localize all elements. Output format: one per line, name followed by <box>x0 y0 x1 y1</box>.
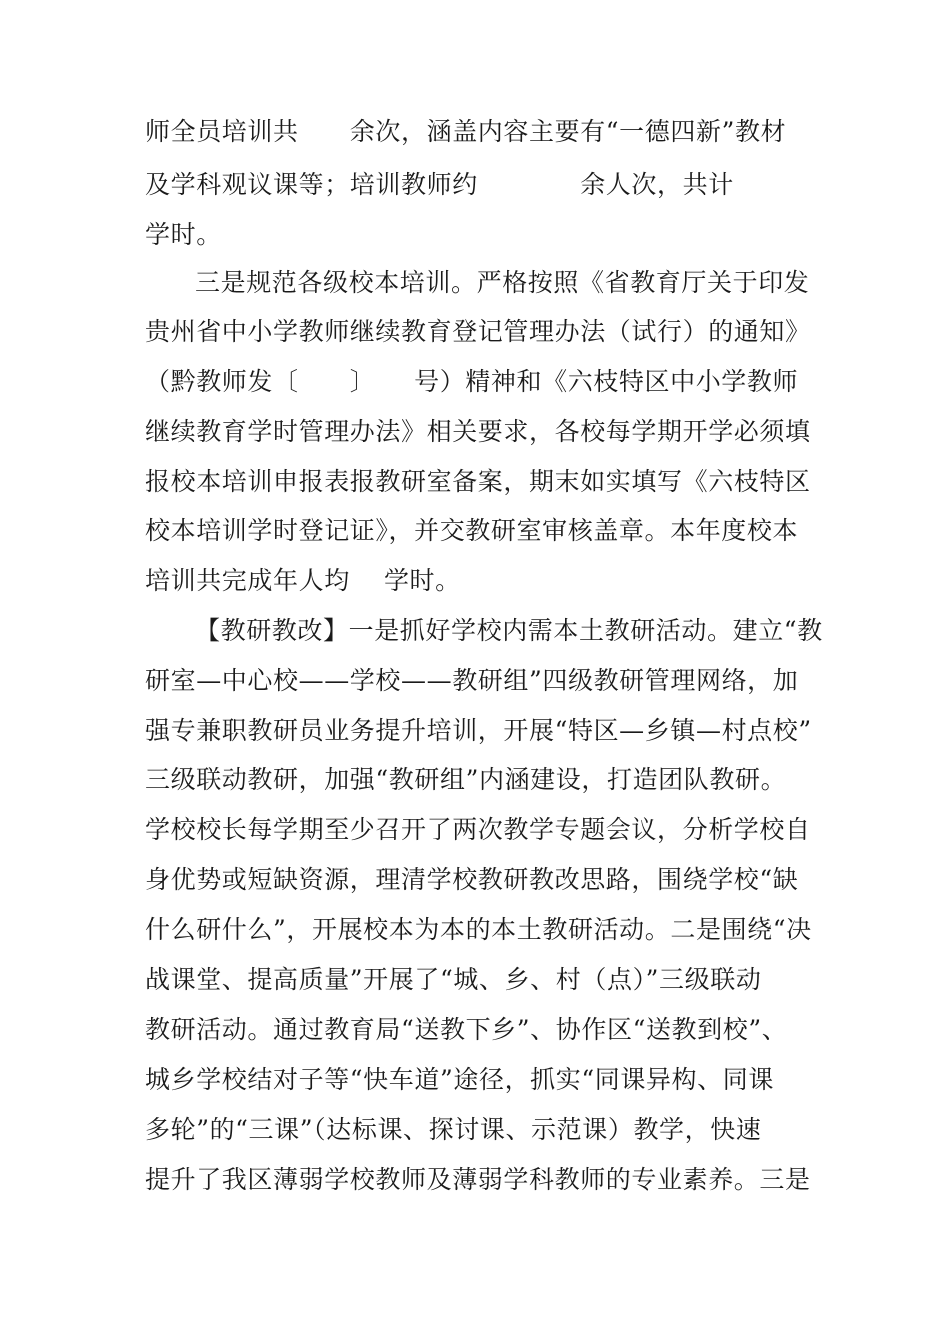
text-line: 报校本培训申报表报教研室备案，期末如实填写《六枝特区 <box>145 467 811 496</box>
text-line: 师全员培训共 余次，涵盖内容主要有“一德四新”教材 <box>145 117 787 146</box>
text-line: 研室—中心校——学校——教研组”四级教研管理网络，加 <box>145 666 799 695</box>
text-line: 及学科观议课等；培训教师约 余人次，共计 <box>145 170 734 199</box>
text-line: 学校校长每学期至少召开了两次教学专题会议，分析学校自 <box>145 815 811 844</box>
text-line: 什么研什么”，开展校本为本的本土教研活动。二是围绕“决 <box>145 915 812 944</box>
text-line: 多轮”的“三课”（达标课、探讨课、示范课）教学，快速 <box>145 1115 762 1144</box>
text-line: 继续教育学时管理办法》相关要求，各校每学期开学必须填 <box>145 417 811 446</box>
text-line: 培训共完成年人均 学时。 <box>145 566 461 595</box>
text-line: 提升了我区薄弱学校教师及薄弱学科教师的专业素养。三是 <box>145 1165 811 1194</box>
text-line: 身优势或短缺资源，理清学校教研教改思路，围绕学校“缺 <box>145 865 799 894</box>
text-line: 强专兼职教研员业务提升培训，开展“特区—乡镇—村点校” <box>145 716 812 745</box>
text-line: 三级联动教研，加强“教研组”内涵建设，打造团队教研。 <box>145 765 787 794</box>
text-line: （黔教师发〔 〕 号）精神和《六枝特区中小学教师 <box>145 367 799 396</box>
text-line: 教研活动。通过教育局“送教下乡”、协作区“送教到校”、 <box>145 1015 788 1044</box>
text-line: 校本培训学时登记证》，并交教研室审核盖章。本年度校本 <box>145 516 799 545</box>
text-line: 城乡学校结对子等“快车道”途径，抓实“同课异构、同课 <box>145 1065 774 1094</box>
text-line: 战课堂、提高质量”开展了“城、乡、村（点）”三级联动 <box>145 965 762 994</box>
text-line: 学时。 <box>145 220 222 249</box>
paragraph-start-line: 【教研教改】一是抓好学校内需本土教研活动。建立“教 <box>195 616 823 645</box>
paragraph-start-line: 三是规范各级校本培训。严格按照《省教育厅关于印发 <box>195 268 810 297</box>
text-line: 贵州省中小学教师继续教育登记管理办法（试行）的通知》 <box>145 317 811 346</box>
